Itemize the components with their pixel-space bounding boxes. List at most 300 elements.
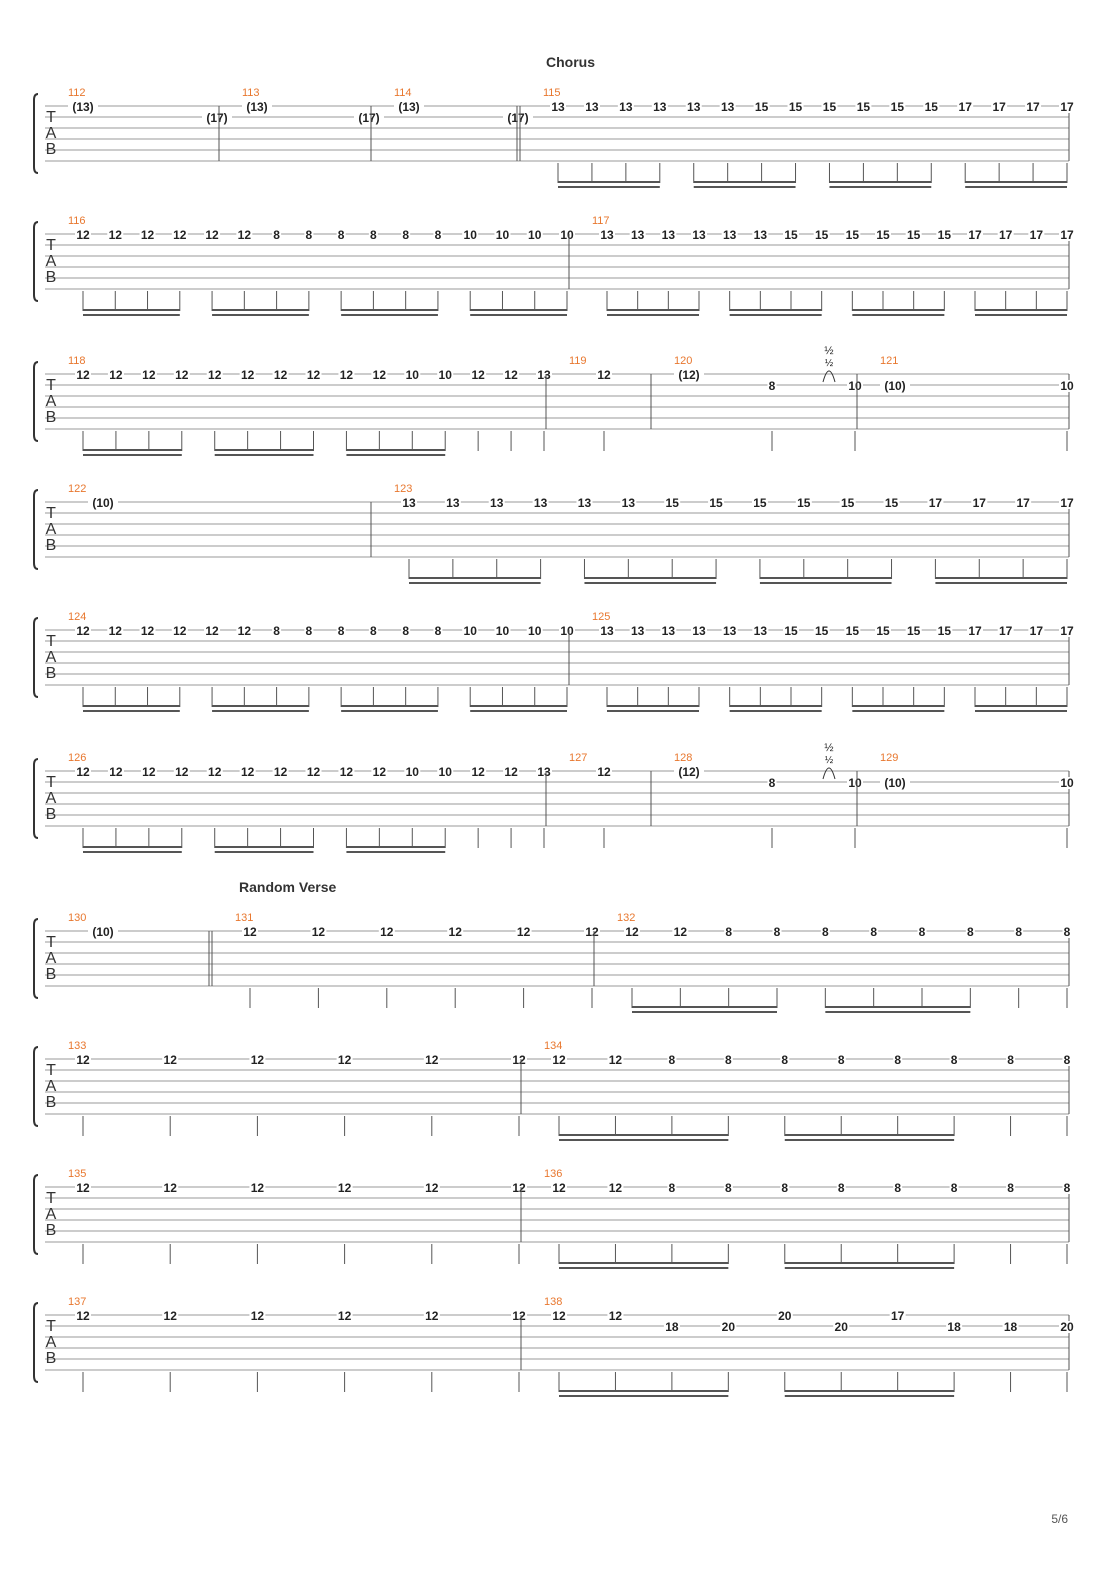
fret-number: 15 [822, 100, 837, 114]
beam [215, 449, 314, 451]
fret-number: 12 [163, 1181, 177, 1195]
beam [559, 1134, 728, 1136]
fret-number: 12 [597, 765, 611, 779]
fret-number: 15 [797, 496, 811, 510]
fret-number: 17 [1060, 228, 1074, 242]
beam [341, 314, 438, 316]
beam [965, 181, 1067, 183]
fret-number: 10 [528, 228, 542, 242]
beam [584, 582, 716, 584]
fret-number: 12 [76, 1309, 90, 1323]
beam [559, 1139, 728, 1141]
fret-number: 10 [438, 765, 452, 779]
measure-number: 113 [242, 87, 260, 99]
fret-number: 12 [512, 1181, 526, 1195]
measure-number: 131 [235, 912, 254, 924]
fret-number: 12 [337, 1309, 352, 1323]
fret-number: 12 [173, 228, 187, 242]
fret-number: (17) [507, 111, 529, 125]
fret-number: 20 [1060, 1320, 1074, 1334]
fret-number: 12 [142, 368, 156, 382]
tab-clef-letter: A [45, 950, 57, 967]
fret-number: (13) [72, 100, 94, 114]
tab-clef-letter: B [45, 141, 57, 158]
tab-clef-letter: A [45, 253, 57, 270]
fret-number: (10) [884, 776, 906, 790]
fret-number: 13 [661, 228, 676, 242]
measure-number: 138 [544, 1296, 563, 1308]
fret-number: (17) [206, 111, 228, 125]
beam [83, 846, 182, 848]
fret-number: 12 [140, 228, 155, 242]
beam [975, 309, 1067, 311]
beam [730, 705, 822, 707]
fret-number: 12 [425, 1309, 439, 1323]
fret-number: 12 [337, 1181, 352, 1195]
beam [212, 710, 309, 712]
fret-number: 15 [906, 228, 921, 242]
beam [470, 309, 567, 311]
beam [215, 851, 314, 853]
beam [760, 582, 892, 584]
fret-number: 8 [305, 624, 313, 638]
fret-number: 8 [434, 228, 442, 242]
fret-number: 12 [504, 765, 518, 779]
fret-number: 12 [273, 765, 288, 779]
fret-number: 12 [208, 368, 222, 382]
fret-number: 13 [692, 228, 706, 242]
tab-clef-letter: T [46, 774, 56, 791]
fret-number: 17 [998, 228, 1013, 242]
fret-number: (10) [884, 379, 906, 393]
fret-number: 12 [608, 1053, 623, 1067]
fret-number: 8 [918, 925, 926, 939]
fret-number: 15 [754, 100, 769, 114]
bend-arrow [823, 371, 835, 382]
fret-number: 12 [311, 925, 326, 939]
fret-number: 12 [339, 368, 354, 382]
tab-clef-letter: T [46, 1062, 56, 1079]
tab-clef-letter: B [45, 1222, 57, 1239]
fret-number: 8 [1015, 925, 1023, 939]
fret-number: 12 [175, 368, 189, 382]
beam [83, 705, 180, 707]
measure-number: 135 [68, 1168, 87, 1180]
fret-number: 12 [163, 1309, 177, 1323]
fret-number: 8 [1007, 1181, 1014, 1195]
tab-clef-letter: T [46, 237, 56, 254]
beam [825, 1006, 970, 1008]
fret-number: 12 [673, 925, 688, 939]
fret-number: 8 [837, 1181, 845, 1195]
fret-number: 12 [205, 228, 219, 242]
beam [785, 1134, 954, 1136]
beam [83, 449, 182, 451]
fret-number: 12 [372, 765, 387, 779]
fret-number: 12 [597, 368, 611, 382]
beam [785, 1390, 954, 1392]
fret-number: 17 [968, 624, 982, 638]
measure-number: 134 [544, 1040, 563, 1052]
fret-number: 8 [402, 624, 410, 638]
tab-clef-letter: T [46, 377, 56, 394]
fret-number: 13 [537, 368, 551, 382]
fret-number: 15 [876, 228, 890, 242]
fret-number: 8 [402, 228, 410, 242]
fret-number: 15 [845, 624, 860, 638]
beam [975, 314, 1067, 316]
fret-number: 13 [537, 765, 551, 779]
fret-number: 17 [890, 1309, 905, 1323]
fret-number: 12 [372, 368, 387, 382]
fret-number: 8 [768, 379, 776, 393]
beam [470, 710, 567, 712]
beam [730, 314, 822, 316]
fret-number: 13 [619, 100, 633, 114]
fret-number: 12 [163, 1053, 177, 1067]
fret-number: (12) [678, 765, 700, 779]
fret-number: 17 [972, 496, 986, 510]
beam [346, 851, 445, 853]
fret-number: 15 [814, 228, 829, 242]
fret-number: 15 [814, 624, 829, 638]
fret-number: 15 [709, 496, 723, 510]
fret-number: 8 [781, 1053, 789, 1067]
fret-number: 13 [551, 100, 565, 114]
beam [346, 846, 445, 848]
measure-number: 116 [68, 215, 86, 227]
measure-number: 122 [68, 483, 87, 495]
fret-number: 17 [968, 228, 982, 242]
beam [632, 1011, 777, 1013]
fret-number: 15 [884, 496, 899, 510]
fret-number: 8 [837, 1053, 845, 1067]
fret-number: 12 [512, 1053, 526, 1067]
fret-number: 12 [552, 1309, 566, 1323]
fret-number: 13 [577, 496, 592, 510]
fret-number: 8 [273, 624, 280, 638]
beam [341, 705, 438, 707]
beam [852, 705, 944, 707]
fret-number: 12 [337, 1053, 352, 1067]
measure-number: 128 [674, 752, 693, 764]
system-bracket [34, 759, 38, 838]
fret-number: 15 [753, 496, 767, 510]
beam [975, 705, 1067, 707]
fret-number: 13 [692, 624, 706, 638]
beam [341, 710, 438, 712]
beam [558, 186, 660, 188]
beam [730, 710, 822, 712]
tab-clef-letter: A [45, 1206, 57, 1223]
bend-release-label: ½ [824, 358, 834, 369]
fret-number: 10 [463, 624, 477, 638]
fret-number: 8 [337, 228, 345, 242]
measure-number: 126 [68, 752, 87, 764]
beam [935, 582, 1067, 584]
beam [83, 309, 180, 311]
fret-number: 12 [306, 368, 321, 382]
fret-number: 13 [600, 624, 614, 638]
fret-number: 10 [1060, 379, 1074, 393]
fret-number: 12 [108, 624, 122, 638]
fret-number: 10 [405, 368, 419, 382]
fret-number: 12 [273, 368, 288, 382]
beam [694, 186, 796, 188]
fret-number: 12 [608, 1309, 623, 1323]
fret-number: 8 [305, 228, 313, 242]
beam [607, 705, 699, 707]
tab-clef-letter: T [46, 1318, 56, 1335]
fret-number: 12 [380, 925, 394, 939]
fret-number: 12 [471, 368, 485, 382]
fret-number: 15 [937, 624, 952, 638]
fret-number: 8 [894, 1053, 902, 1067]
fret-number: 12 [109, 765, 123, 779]
fret-number: 8 [434, 624, 442, 638]
fret-number: 12 [240, 368, 255, 382]
fret-number: 13 [585, 100, 599, 114]
fret-number: 10 [495, 624, 510, 638]
fret-number: (10) [92, 496, 114, 510]
fret-number: (13) [246, 100, 268, 114]
fret-number: 12 [250, 1181, 265, 1195]
fret-number: 15 [924, 100, 938, 114]
beam [785, 1267, 954, 1269]
beam [470, 314, 567, 316]
fret-number: 12 [237, 624, 252, 638]
measure-number: 114 [394, 87, 412, 99]
system-bracket [34, 222, 38, 301]
fret-number: 12 [425, 1181, 439, 1195]
tab-clef-letter: A [45, 125, 57, 142]
fret-number: 13 [446, 496, 460, 510]
fret-number: 8 [724, 1181, 732, 1195]
beam [632, 1006, 777, 1008]
beam [212, 314, 309, 316]
tab-clef-letter: T [46, 1190, 56, 1207]
system-bracket [34, 490, 38, 569]
beam [83, 851, 182, 853]
fret-number: 17 [1029, 624, 1044, 638]
fret-number: 12 [142, 765, 156, 779]
fret-number: 8 [870, 925, 878, 939]
fret-number: 10 [848, 379, 862, 393]
measure-number: 120 [674, 355, 693, 367]
fret-number: 20 [778, 1309, 792, 1323]
fret-number: 13 [533, 496, 548, 510]
fret-number: (10) [92, 925, 114, 939]
fret-number: 8 [370, 624, 377, 638]
beam [825, 1011, 970, 1013]
beam [558, 181, 660, 183]
fret-number: 12 [339, 765, 354, 779]
tab-clef-letter: A [45, 1334, 57, 1351]
fret-number: 12 [208, 765, 222, 779]
measure-number: 127 [569, 752, 588, 764]
tab-clef-letter: B [45, 1094, 57, 1111]
fret-number: 10 [560, 228, 574, 242]
fret-number: 8 [1007, 1053, 1014, 1067]
fret-number: 17 [1060, 496, 1074, 510]
fret-number: 12 [516, 925, 531, 939]
fret-number: 10 [438, 368, 452, 382]
fret-number: 15 [890, 100, 905, 114]
fret-number: 8 [781, 1181, 789, 1195]
fret-number: 15 [784, 624, 798, 638]
measure-number: 119 [569, 355, 587, 367]
fret-number: 12 [585, 925, 599, 939]
measure-number: 133 [68, 1040, 87, 1052]
fret-number: 17 [992, 100, 1006, 114]
fret-number: 12 [625, 925, 639, 939]
fret-number: 15 [845, 228, 860, 242]
beam [409, 577, 541, 579]
fret-number: 12 [205, 624, 219, 638]
beam [559, 1262, 728, 1264]
beam [215, 846, 314, 848]
fret-number: 8 [273, 228, 280, 242]
beam [215, 454, 314, 456]
fret-number: 8 [966, 925, 974, 939]
fret-number: 12 [608, 1181, 623, 1195]
fret-number: 8 [1063, 1181, 1071, 1195]
tab-clef-letter: B [45, 537, 57, 554]
measure-number: 125 [592, 611, 611, 623]
fret-number: 18 [947, 1320, 961, 1334]
fret-number: 8 [768, 776, 776, 790]
tab-clef-letter: B [45, 269, 57, 286]
fret-number: 17 [958, 100, 972, 114]
tab-clef-letter: A [45, 649, 57, 666]
tab-clef-letter: T [46, 934, 56, 951]
fret-number: 10 [560, 624, 574, 638]
beam [559, 1267, 728, 1269]
fret-number: 8 [668, 1053, 676, 1067]
tab-clef-letter: T [46, 505, 56, 522]
beam [559, 1395, 728, 1397]
fret-number: 12 [76, 368, 90, 382]
beam [730, 309, 822, 311]
fret-number: 13 [630, 228, 645, 242]
fret-number: 17 [928, 496, 943, 510]
fret-number: 12 [306, 765, 321, 779]
measure-number: 130 [68, 912, 87, 924]
fret-number: 12 [173, 624, 187, 638]
fret-number: 12 [140, 624, 155, 638]
bend-amount-label: ½ [824, 742, 834, 754]
fret-number: (17) [358, 111, 380, 125]
fret-number: 12 [240, 765, 255, 779]
bend-release-label: ½ [824, 755, 834, 766]
fret-number: 17 [998, 624, 1013, 638]
beam [559, 1390, 728, 1392]
beam [584, 577, 716, 579]
tab-clef-letter: T [46, 633, 56, 650]
measure-number: 129 [880, 752, 899, 764]
measure-number: 136 [544, 1168, 563, 1180]
bend-arrow [823, 768, 835, 779]
measure-number: 112 [68, 87, 86, 99]
fret-number: 8 [821, 925, 829, 939]
fret-number: 13 [402, 496, 416, 510]
tab-clef-letter: A [45, 521, 57, 538]
beam [607, 309, 699, 311]
beam [607, 710, 699, 712]
measure-number: 123 [394, 483, 413, 495]
fret-number: 12 [504, 368, 518, 382]
section-title-random-verse: Random Verse [239, 879, 337, 895]
fret-number: 12 [250, 1309, 265, 1323]
fret-number: 13 [661, 624, 676, 638]
fret-number: 12 [76, 1053, 90, 1067]
fret-number: (13) [398, 100, 420, 114]
tab-clef-letter: B [45, 966, 57, 983]
fret-number: 13 [600, 228, 614, 242]
measure-number: 118 [68, 355, 86, 367]
fret-number: 12 [76, 765, 90, 779]
fret-number: 13 [722, 228, 737, 242]
fret-number: 13 [490, 496, 504, 510]
beam [852, 309, 944, 311]
fret-number: 20 [721, 1320, 736, 1334]
measure-number: 115 [543, 87, 561, 99]
beam [83, 710, 180, 712]
fret-number: (12) [678, 368, 700, 382]
tab-clef-letter: A [45, 1078, 57, 1095]
tab-clef-letter: B [45, 665, 57, 682]
tab-clef-letter: B [45, 409, 57, 426]
system-bracket [34, 362, 38, 441]
fret-number: 10 [1060, 776, 1074, 790]
system-bracket [34, 1047, 38, 1126]
fret-number: 12 [76, 624, 90, 638]
fret-number: 15 [937, 228, 952, 242]
fret-number: 15 [665, 496, 679, 510]
fret-number: 13 [630, 624, 645, 638]
fret-number: 17 [1060, 624, 1074, 638]
beam [785, 1139, 954, 1141]
beam [935, 577, 1067, 579]
fret-number: 10 [405, 765, 419, 779]
fret-number: 17 [1060, 100, 1074, 114]
fret-number: 8 [773, 925, 781, 939]
beam [346, 449, 445, 451]
fret-number: 12 [512, 1309, 526, 1323]
system-bracket [34, 919, 38, 998]
fret-number: 15 [876, 624, 890, 638]
fret-number: 8 [370, 228, 377, 242]
fret-number: 15 [840, 496, 855, 510]
beam [785, 1395, 954, 1397]
fret-number: 10 [528, 624, 542, 638]
fret-number: 15 [906, 624, 921, 638]
fret-number: 13 [653, 100, 667, 114]
fret-number: 13 [722, 624, 737, 638]
beam [470, 705, 567, 707]
beam [852, 710, 944, 712]
fret-number: 15 [788, 100, 803, 114]
fret-number: 8 [668, 1181, 676, 1195]
fret-number: 12 [448, 925, 462, 939]
fret-number: 13 [621, 496, 636, 510]
beam [83, 314, 180, 316]
beam [975, 710, 1067, 712]
fret-number: 12 [243, 925, 257, 939]
fret-number: 18 [665, 1320, 679, 1334]
fret-number: 12 [108, 228, 122, 242]
beam [607, 314, 699, 316]
